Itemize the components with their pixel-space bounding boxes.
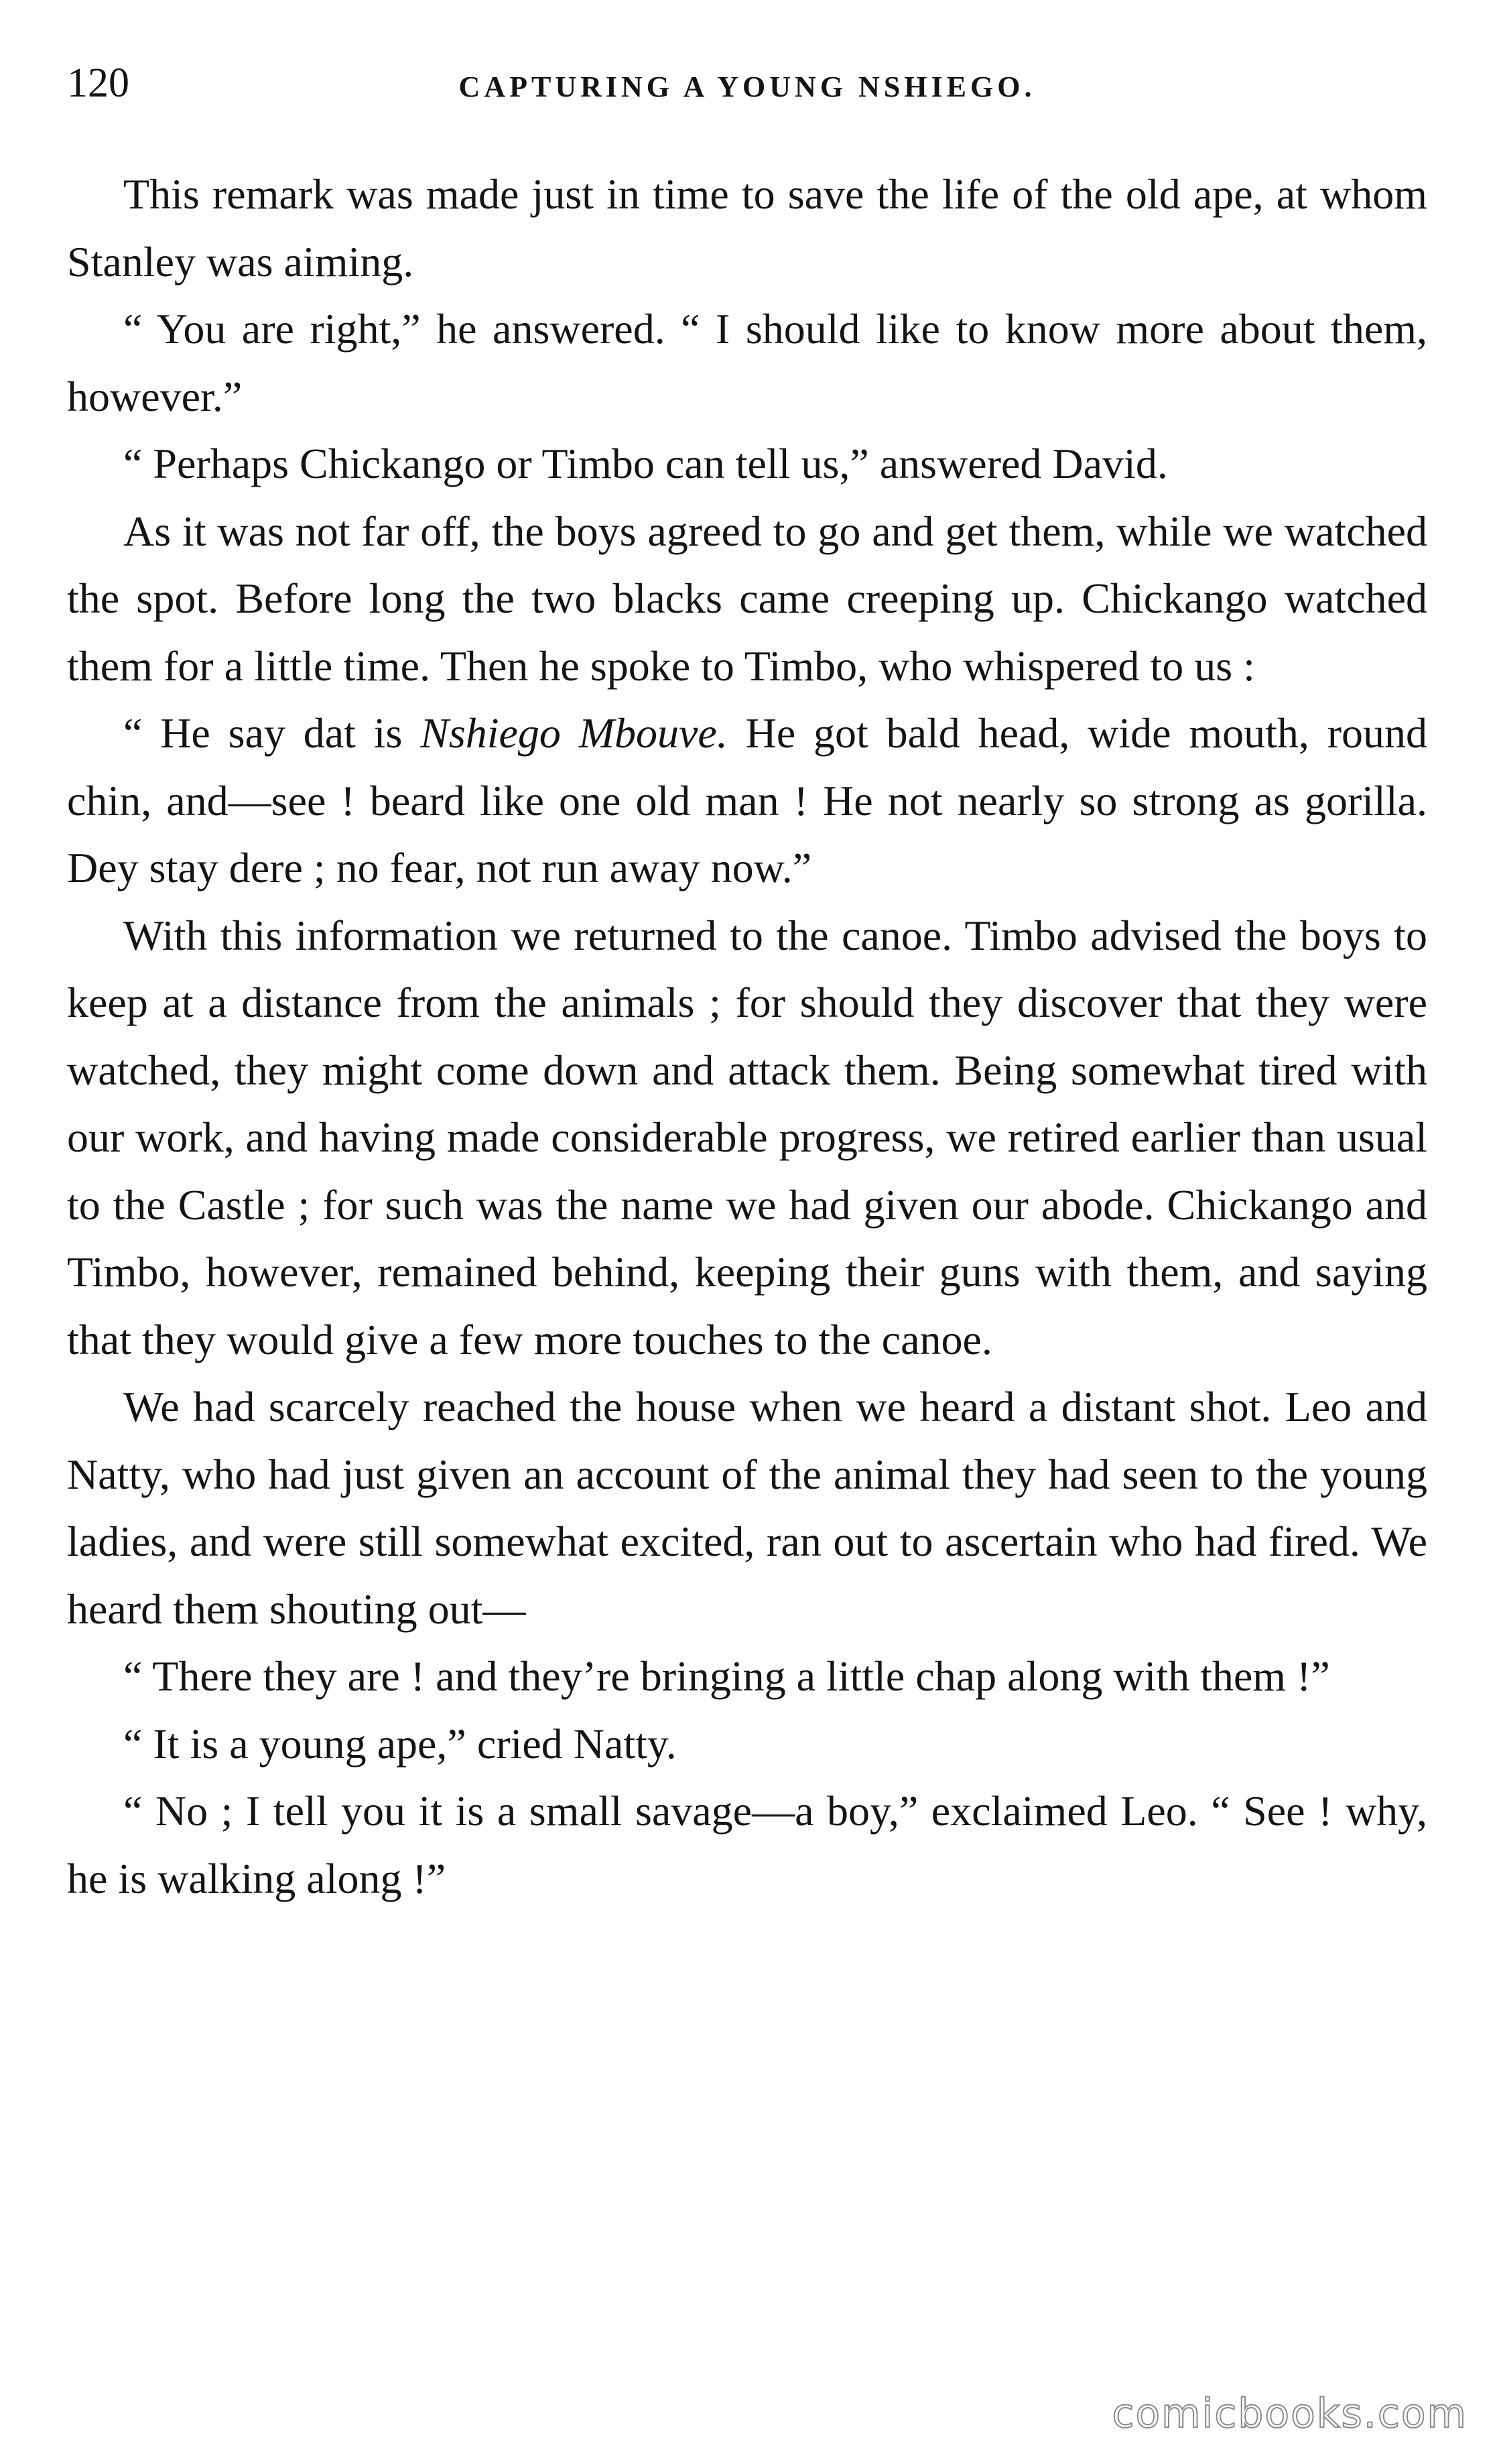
paragraph: With this information we returned to the canoe. Timbo advised the boys to keep at a distance from the animals ; for should they discover that they were watched, they might come down and attack them. Being somewhat tired with our work, and having made considerable progress, we retired earlier than usual to the Castle ; for such was the name we had given our abode. Chickango and Timbo, however, remained behind, keeping their guns with them, and saying that they would give a few more touches to the canoe. [67,911,1427,1363]
paragraph: “ You are right,” he answered. “ I should like to know more about them, however.” [67,305,1427,420]
body-text [67,161,1427,1912]
paragraph: “ It is a young ape,” cried Natty. [123,1719,677,1768]
paragraph-text: He got bald head, wide mouth, round chin, and—see ! beard like one old man ! He not nearly so strong as gorilla. Dey stay dere ; no fear, not run away now.” [67,709,1428,891]
page-header [67,56,1427,110]
paragraph [67,700,1427,902]
species-name: Nshiego Mbouve. [420,709,728,757]
page-number: 120 [67,60,129,106]
paragraph: “ Perhaps Chickango or Timbo can tell us,” answered David. [123,440,1168,487]
watermark: comicbooks.com [1112,2390,1467,2437]
paragraph: This remark was made just in time to save the life of the old ape, at whom Stanley was aiming. [67,170,1427,286]
paragraph-text: “ He say dat is [123,709,421,757]
running-title: CAPTURING A YOUNG NSHIEGO. [458,70,1036,103]
paragraph: As it was not far off, the boys agreed to go and get them, while we watched the spot. Before long the two blacks came creeping up. Chickango watched them for a little time. Then he spoke to Timbo, who whispered to us : [67,507,1427,690]
paragraph: We had scarcely reached the house when we heard a distant shot. Leo and Natty, who had just given an account of the animal they had seen to the young ladies, and were still somewhat excited, ran out to ascertain who had fired. We heard them shouting out— [67,1383,1427,1633]
paragraph: “ No ; I tell you it is a small savage—a boy,” exclaimed Leo. “ See ! why, he is walking along !” [67,1787,1427,1902]
paragraph: “ There they are ! and they’re bringing a little chap along with them !” [123,1652,1330,1700]
